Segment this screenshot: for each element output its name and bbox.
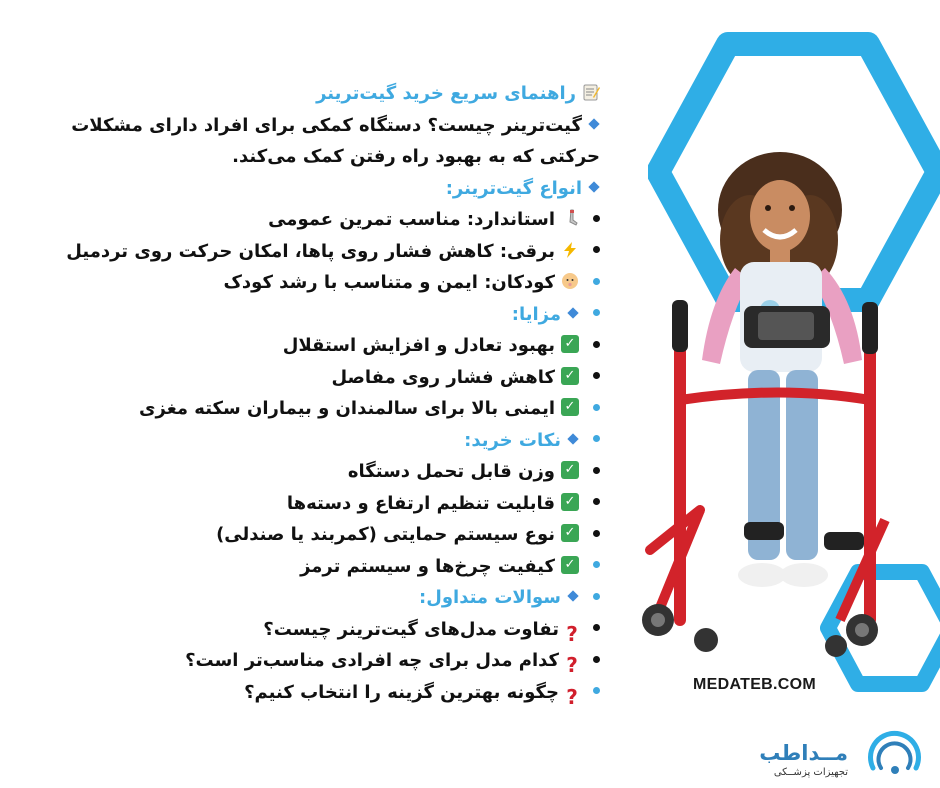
intro-text: گیت‌ترینر چیست؟ دستگاه کمکی برای افراد دارای مشکلات حرکتی که به بهبود راه رفتن کمک می‌کند. [71, 114, 600, 167]
lightning-icon [561, 241, 579, 259]
brand-logo-text [759, 742, 848, 778]
list-item [22, 645, 600, 677]
list-item [22, 677, 600, 709]
memo-icon [582, 83, 600, 101]
guide-title-text: راهنمای سریع خرید گیت‌ترینر [316, 83, 576, 104]
bullet-icon [593, 215, 600, 222]
diamond-icon [588, 181, 599, 192]
list-item-text: کاهش فشار روی مفاصل [331, 366, 555, 388]
brand-tagline: تجهیزات پزشــکی [773, 767, 848, 778]
bullet-icon [593, 624, 600, 631]
leg-icon [561, 209, 579, 227]
list-item [22, 519, 600, 551]
list-item-text: بهبود تعادل و افزایش استقلال [282, 335, 555, 356]
bullet-icon [593, 435, 600, 442]
list-item [22, 236, 600, 268]
list-item [22, 330, 600, 362]
list-item-text: استاندارد: مناسب تمرین عمومی [268, 209, 555, 230]
check-icon: ✓ [561, 367, 579, 385]
check-icon: ✓ [561, 461, 579, 479]
list-item [22, 551, 600, 583]
check-icon: ✓ [561, 524, 579, 542]
product-photo [640, 150, 908, 660]
list-item-text: برقی: کاهش فشار روی پاها، امکان حرکت روی تردمیل [66, 240, 555, 262]
tips-heading-text: نکات خرید: [464, 429, 561, 451]
bullet-icon [593, 372, 600, 379]
bullet-icon [593, 656, 600, 663]
baby-icon [561, 272, 579, 290]
list-item-text: ایمنی بالا برای سالمندان و بیماران سکته مغزی [139, 398, 555, 419]
brand-name: مــداطب [759, 741, 848, 765]
list-item-text: کیفیت چرخ‌ها و سیستم ترمز [300, 555, 555, 577]
list-item-text: کودکان: ایمن و متناسب با رشد کودک [223, 272, 555, 293]
list-item-text: چگونه بهترین گزینه را انتخاب کنیم؟ [244, 681, 559, 703]
diamond-icon [567, 307, 578, 318]
check-icon: ✓ [561, 335, 579, 353]
list-item [22, 393, 600, 425]
types-heading [22, 173, 600, 205]
guide-title [22, 78, 600, 110]
diamond-icon [588, 118, 599, 129]
list-item-text: نوع سیستم حمایتی (کمربند یا صندلی) [216, 524, 555, 545]
bullet-icon [593, 246, 600, 253]
guide-content [22, 78, 600, 708]
question-icon: ? [566, 653, 578, 677]
bullet-icon [593, 593, 600, 600]
faq-heading [22, 582, 600, 614]
check-icon: ✓ [561, 556, 579, 574]
tips-heading [22, 425, 600, 457]
list-item [22, 456, 600, 488]
benefits-heading [22, 299, 600, 331]
intro-paragraph [22, 110, 600, 173]
diamond-icon [567, 590, 578, 601]
bullet-icon [593, 467, 600, 474]
list-item-text: کدام مدل برای چه افرادی مناسب‌تر است؟ [185, 650, 559, 671]
list-item [22, 614, 600, 646]
bullet-icon [593, 530, 600, 537]
list-item [22, 204, 600, 236]
bullet-icon [593, 687, 600, 694]
list-item [22, 362, 600, 394]
benefits-heading-text: مزایا: [511, 303, 561, 325]
bullet-icon [593, 404, 600, 411]
bullet-icon [593, 278, 600, 285]
check-icon: ✓ [561, 493, 579, 511]
list-item-text: قابلیت تنظیم ارتفاع و دسته‌ها [286, 492, 555, 514]
bullet-icon [593, 341, 600, 348]
faq-heading-text: سوالات متداول: [419, 587, 561, 608]
bullet-icon [593, 561, 600, 568]
bullet-icon [593, 498, 600, 505]
website-url[interactable]: MEDATEB.COM [693, 676, 816, 693]
check-icon: ✓ [561, 398, 579, 416]
types-heading-text: انواع گیت‌ترینر: [445, 177, 582, 199]
list-item-text: وزن قابل تحمل دستگاه [347, 461, 555, 482]
diamond-icon [567, 433, 578, 444]
question-icon: ? [566, 684, 578, 709]
list-item [22, 267, 600, 299]
question-icon: ? [566, 621, 578, 646]
list-item [22, 488, 600, 520]
bullet-icon [593, 309, 600, 316]
list-item-text: تفاوت مدل‌های گیت‌ترینر چیست؟ [263, 618, 559, 640]
